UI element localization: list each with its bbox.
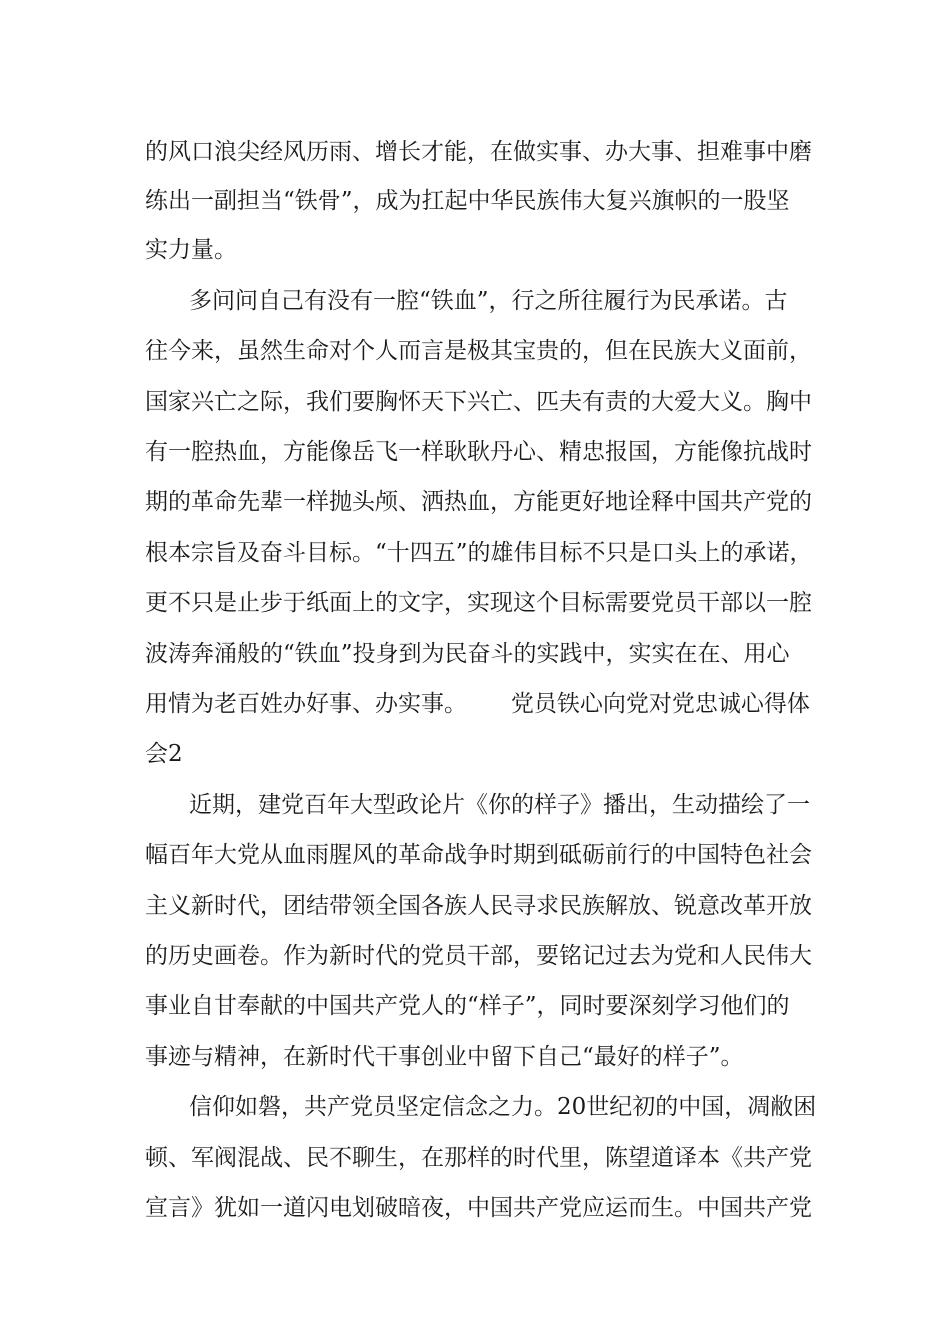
- text-line: 练出一副担当“铁骨”，成为扛起中华民族伟大复兴旗帜的一股坚: [145, 188, 790, 214]
- text-line: 更不只是止步于纸面上的文字，实现这个目标需要党员干部以一腔: [145, 590, 812, 616]
- text-line: 事业自甘奉献的中国共产党人的“样子”，同时要深刻学习他们的: [145, 993, 790, 1019]
- text-line: 根本宗旨及奋斗目标。“十四五”的雄伟目标不只是口头上的承诺，: [145, 540, 813, 566]
- text-line: 的风口浪尖经风历雨、增长才能，在做实事、办大事、担难事中磨: [145, 139, 812, 165]
- text-line: 国家兴亡之际，我们要胸怀天下兴亡、匹夫有责的大爱大义。胸中: [145, 389, 812, 415]
- text-line: 波涛奔涌般的“铁血”投身到为民奋斗的实践中，实实在在、用心: [145, 641, 790, 667]
- text-line: 的历史画卷。作为新时代的党员干部，要铭记过去为党和人民伟大: [145, 943, 812, 969]
- text-line: 幅百年大党从血雨腥风的革命战争时期到砥砺前行的中国特色社会: [145, 842, 812, 868]
- text-line: 主义新时代，团结带领全国各族人民寻求民族解放、锐意改革开放: [145, 893, 812, 919]
- text-line: 近期，建党百年大型政论片《你的样子》播出，生动描绘了一: [189, 792, 810, 818]
- text-line: 往今来，虽然生命对个人而言是极其宝贵的，但在民族大义面前，: [145, 338, 812, 364]
- text-line: 用情为老百姓办好事、办实事。 党员铁心向党对党忠诚心得体: [145, 691, 810, 717]
- text-line: 顿、军阀混战、民不聊生，在那样的时代里，陈望道译本《共产党: [145, 1145, 812, 1171]
- text-line: 会2: [145, 741, 183, 767]
- text-line: 实力量。: [145, 237, 237, 263]
- text-line: 信仰如磐，共产党员坚定信念之力。20世纪初的中国，凋敝困: [189, 1094, 817, 1120]
- text-line: 有一腔热血，方能像岳飞一样耿耿丹心、精忠报国，方能像抗战时: [145, 439, 812, 465]
- text-line: 多问问自己有没有一腔“铁血”，行之所往履行为民承诺。古: [189, 288, 788, 314]
- text-line: 期的革命先辈一样抛头颅、洒热血，方能更好地诠释中国共产党的: [145, 489, 812, 515]
- text-line: 事迹与精神，在新时代干事创业中留下自己“最好的样子”。: [145, 1044, 744, 1070]
- text-line: 宣言》犹如一道闪电划破暗夜，中国共产党应运而生。中国共产党: [145, 1195, 812, 1221]
